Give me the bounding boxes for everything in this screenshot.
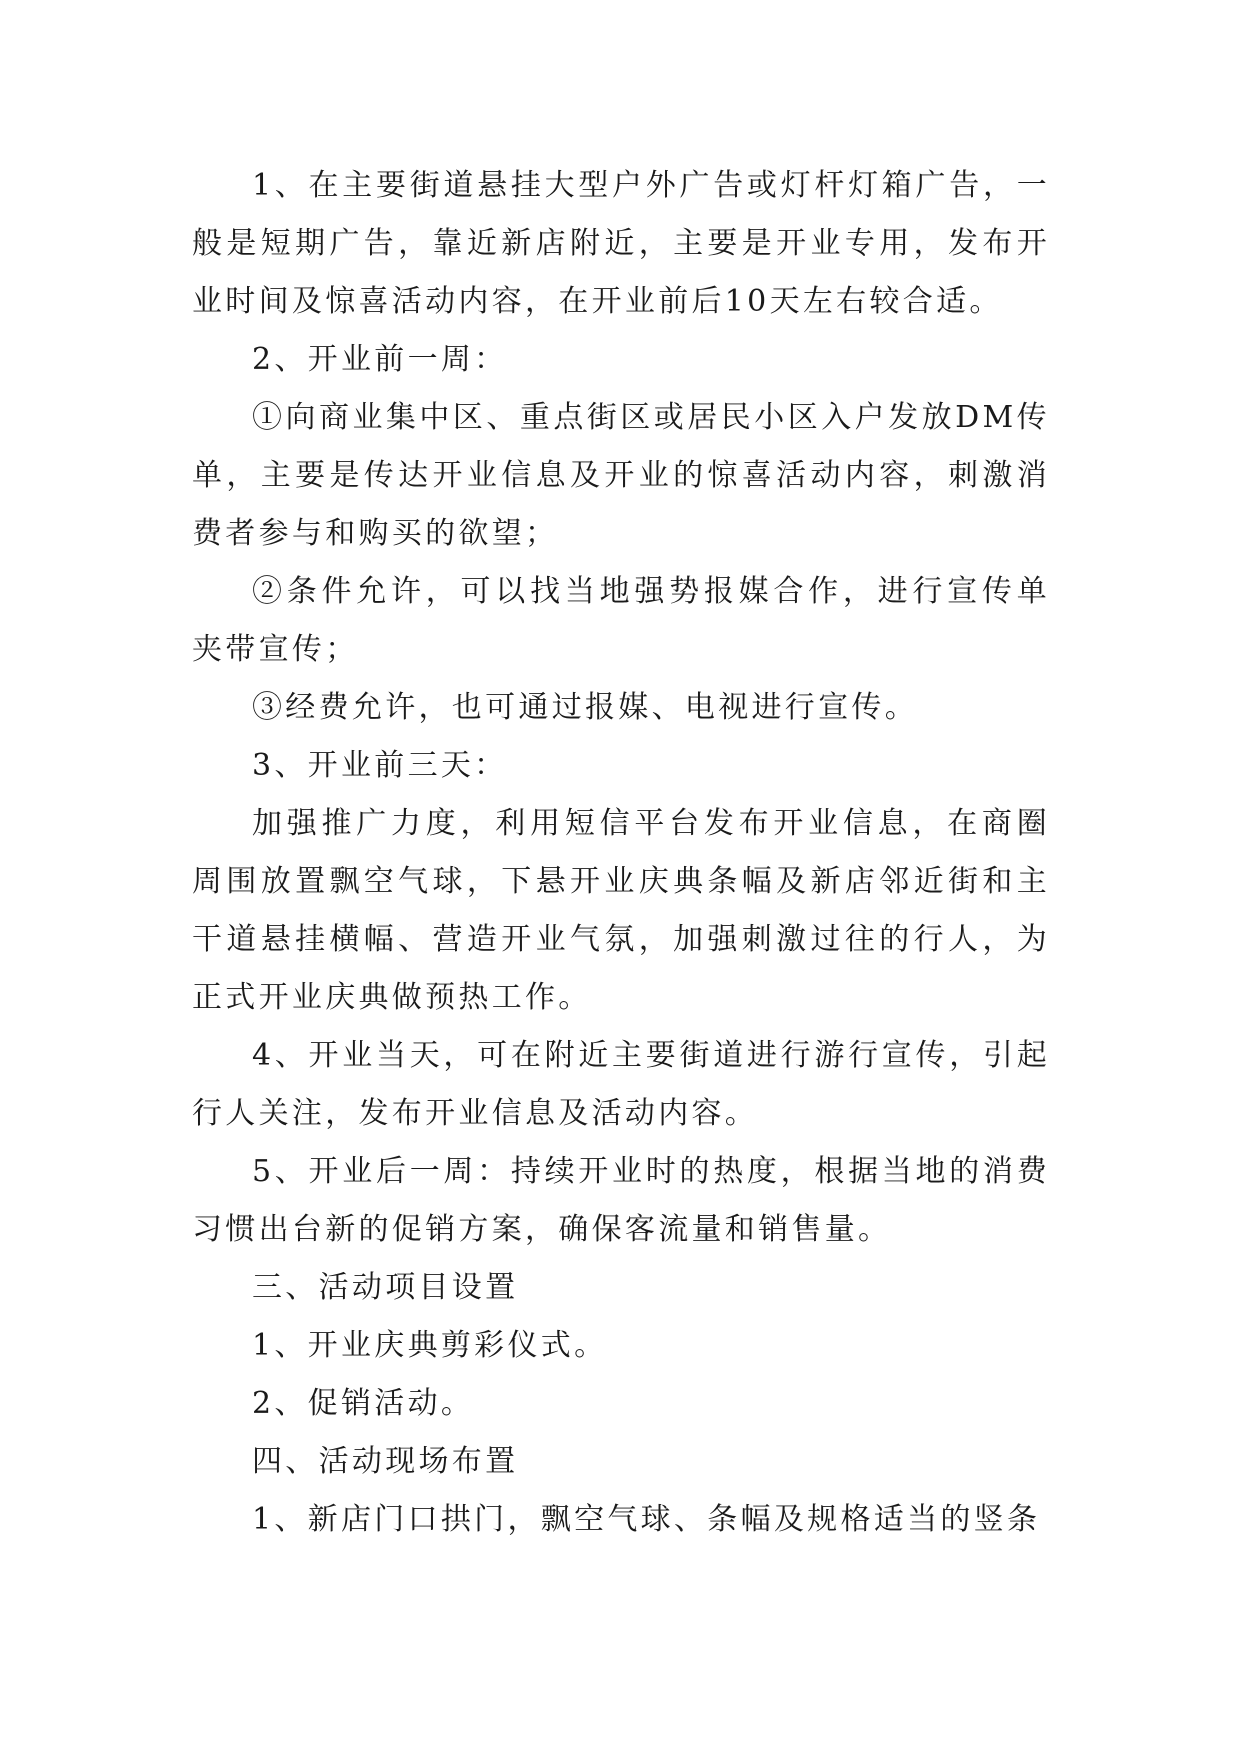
paragraph-3: ①向商业集中区、重点街区或居民小区入户发放DM传单，主要是传达开业信息及开业的惊喜活动内容，刺激消费者参与和购买的欲望； xyxy=(192,400,1050,551)
paragraph-4: ②条件允许，可以找当地强势报媒合作，进行宣传单夹带宣传； xyxy=(192,574,1050,667)
paragraph-6: 3、开业前三天： xyxy=(252,748,508,783)
paragraph-7: 加强推广力度，利用短信平台发布开业信息，在商圈周围放置飘空气球，下悬开业庆典条幅及新店邻近街和主干道悬挂横幅、营造开业气氛，加强刺激过往的行人，为正式开业庆典做预热工作。 xyxy=(192,806,1050,1015)
paragraph-2: 2、开业前一周： xyxy=(252,342,508,377)
section-heading-site-layout: 四、活动现场布置 xyxy=(252,1444,519,1479)
paragraph-8: 4、开业当天，可在附近主要街道进行游行宣传，引起行人关注，发布开业信息及活动内容。 xyxy=(192,1038,1050,1131)
document-body xyxy=(192,157,1050,1549)
section-heading-activity-items: 三、活动项目设置 xyxy=(252,1270,519,1305)
paragraph-14: 1、新店门口拱门，飘空气球、条幅及规格适当的竖条 xyxy=(252,1502,1041,1537)
paragraph-12: 2、促销活动。 xyxy=(252,1386,475,1421)
paragraph-5: ③经费允许，也可通过报媒、电视进行宣传。 xyxy=(252,690,918,725)
paragraph-1: 1、在主要街道悬挂大型户外广告或灯杆灯箱广告，一般是短期广告，靠近新店附近，主要是开业专用，发布开业时间及惊喜活动内容，在开业前后10天左右较合适。 xyxy=(192,168,1050,319)
paragraph-9: 5、开业后一周：持续开业时的热度，根据当地的消费习惯出台新的促销方案，确保客流量和销售量。 xyxy=(192,1154,1050,1247)
paragraph-11: 1、开业庆典剪彩仪式。 xyxy=(252,1328,608,1363)
